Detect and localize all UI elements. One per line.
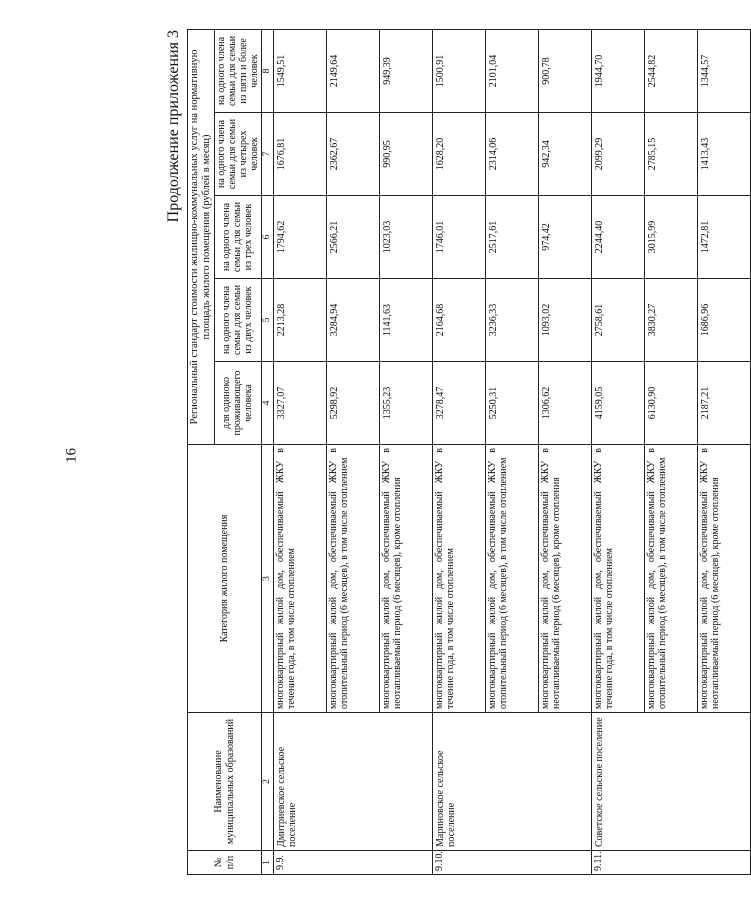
- value-cell: 2758,61: [591, 279, 644, 362]
- municipality-name: Советское сельское поселение: [591, 713, 750, 851]
- municipality-name: Дмитриевское сельское поселение: [273, 713, 432, 851]
- value-cell: 5250,31: [485, 362, 538, 445]
- value-cell: 2566,21: [326, 196, 379, 279]
- category-cell: многоквартирный жилой дом, обеспечиваемый ЖКУ в течение года, в том числе отоплением: [591, 445, 644, 713]
- column-number: 5: [262, 279, 274, 362]
- category-cell: многоквартирный жилой дом, обеспечиваемый ЖКУ в отопительный период (6 месяцев), в том числе отоплением: [326, 445, 379, 713]
- value-cell: 2099,29: [591, 113, 644, 196]
- value-cell: 1676,81: [273, 113, 326, 196]
- table-row: [432, 29, 485, 874]
- value-cell: 1023,03: [379, 196, 432, 279]
- value-cell: 1306,62: [538, 362, 591, 445]
- category-cell: многоквартирный жилой дом, обеспечиваемый ЖКУ в неотапливаемый период (6 месяцев), кроме отопления: [538, 445, 591, 713]
- column-number: 4: [262, 362, 274, 445]
- value-cell: 942,34: [538, 113, 591, 196]
- value-cell: 2164,68: [432, 279, 485, 362]
- category-cell: многоквартирный жилой дом, обеспечиваемый ЖКУ в неотапливаемый период (6 месяцев), кроме отопления: [697, 445, 750, 713]
- value-cell: 1141,63: [379, 279, 432, 362]
- value-cell: 990,95: [379, 113, 432, 196]
- value-cell: 5298,92: [326, 362, 379, 445]
- row-number: 9.11.: [591, 851, 750, 875]
- column-number: 1: [262, 851, 274, 875]
- value-cell: 1746,01: [432, 196, 485, 279]
- municipality-name: Мариновское сельское поселение: [432, 713, 591, 851]
- value-cell: 1628,20: [432, 113, 485, 196]
- value-cell: 3278,47: [432, 362, 485, 445]
- column-number: 6: [262, 196, 274, 279]
- table-row: [591, 29, 644, 874]
- appendix-title: Продолжение приложения 3: [165, 30, 182, 223]
- column-number: 2: [262, 713, 274, 851]
- value-cell: 2187,21: [697, 362, 750, 445]
- table-row: [273, 29, 326, 874]
- value-cell: 1344,57: [697, 29, 750, 112]
- value-cell: 2517,61: [485, 196, 538, 279]
- category-cell: многоквартирный жилой дом, обеспечиваемый ЖКУ в течение года, в том числе отоплением: [432, 445, 485, 713]
- header-standard: Региональный стандарт стоимости жилищно-коммунальных услуг на нормативную площадь жилого помещения (рублей в месяц): [188, 29, 215, 444]
- value-cell: 2244,40: [591, 196, 644, 279]
- value-cell: 1549,51: [273, 29, 326, 112]
- header-sub-5: на одного члена семьи для семьи из пяти и более человек: [214, 29, 262, 112]
- column-number: 7: [262, 113, 274, 196]
- value-cell: 900,78: [538, 29, 591, 112]
- category-cell: многоквартирный жилой дом, обеспечиваемый ЖКУ в отопительный период (6 месяцев), в том числе отоплением: [644, 445, 697, 713]
- header-sub-3: на одного члена семьи для семьи из трех человек: [214, 196, 262, 279]
- value-cell: 2785,15: [644, 113, 697, 196]
- column-number: 3: [262, 445, 274, 713]
- value-cell: 3015,99: [644, 196, 697, 279]
- value-cell: 949,39: [379, 29, 432, 112]
- value-cell: 2544,82: [644, 29, 697, 112]
- category-cell: многоквартирный жилой дом, обеспечиваемый ЖКУ в неотапливаемый период (6 месяцев), кроме отопления: [379, 445, 432, 713]
- header-sub-4: на одного члена семьи для семьи из четырех человек: [214, 113, 262, 196]
- header-num: № п/п: [188, 851, 262, 875]
- rotated-page-content: [165, 30, 722, 875]
- value-cell: 1355,23: [379, 362, 432, 445]
- value-cell: 1500,91: [432, 29, 485, 112]
- value-cell: 2213,28: [273, 279, 326, 362]
- value-cell: 3284,94: [326, 279, 379, 362]
- value-cell: 3236,33: [485, 279, 538, 362]
- row-number: 9.10.: [432, 851, 591, 875]
- value-cell: 4159,05: [591, 362, 644, 445]
- header-sub-1: для одиноко проживающего человека: [214, 362, 262, 445]
- header-municipality: Наименование муниципальных образований: [188, 713, 262, 851]
- page-number: 16: [63, 448, 80, 463]
- value-cell: 2101,04: [485, 29, 538, 112]
- value-cell: 2362,67: [326, 113, 379, 196]
- housing-cost-standard-table: [187, 29, 751, 875]
- column-number: 8: [262, 29, 274, 112]
- value-cell: 2314,06: [485, 113, 538, 196]
- category-cell: многоквартирный жилой дом, обеспечиваемый ЖКУ в течение года, в том числе отоплением: [273, 445, 326, 713]
- value-cell: 1944,70: [591, 29, 644, 112]
- value-cell: 6130,90: [644, 362, 697, 445]
- value-cell: 1686,96: [697, 279, 750, 362]
- value-cell: 3830,27: [644, 279, 697, 362]
- value-cell: 3327,07: [273, 362, 326, 445]
- header-sub-2: на одного члена семьи для семьи из двух человек: [214, 279, 262, 362]
- header-row-top: [188, 29, 215, 874]
- value-cell: 1093,02: [538, 279, 591, 362]
- category-cell: многоквартирный жилой дом, обеспечиваемый ЖКУ в отопительный период (6 месяцев), в том числе отоплением: [485, 445, 538, 713]
- value-cell: 1794,62: [273, 196, 326, 279]
- value-cell: 974,42: [538, 196, 591, 279]
- header-category: Категория жилого помещения: [188, 445, 262, 713]
- row-number: 9.9.: [273, 851, 432, 875]
- value-cell: 1472,81: [697, 196, 750, 279]
- value-cell: 1413,43: [697, 113, 750, 196]
- column-number-row: [262, 29, 274, 874]
- value-cell: 2149,64: [326, 29, 379, 112]
